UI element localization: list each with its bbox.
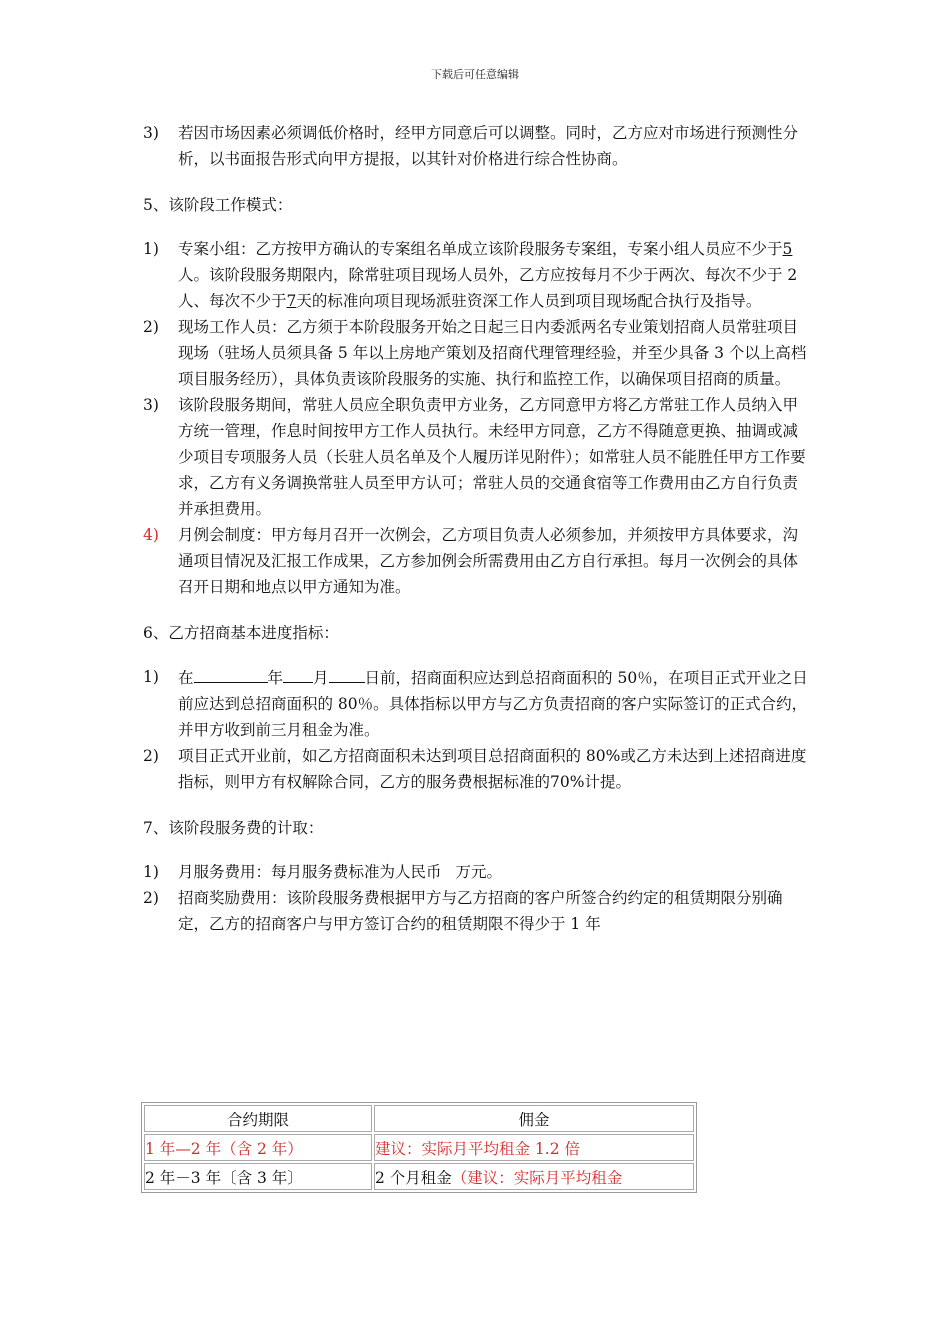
header-term: 合约期限: [144, 1105, 372, 1132]
table-header-row: [144, 1105, 694, 1132]
item-number: 1): [143, 863, 159, 881]
item-number: 3): [143, 396, 159, 414]
item-number: 1): [143, 668, 159, 686]
item-text: 在 年 月 日前，招商面积应达到总招商面积的 50％，在项目正式开业之日前应达到总招商面积的 80％。具体指标以甲方与乙方负责招商的客户实际签订的正式合约，并甲方收到前三月租金为准。: [178, 664, 813, 743]
list-item: [143, 120, 813, 172]
year-blank: [194, 664, 268, 683]
day-blank: [329, 664, 365, 683]
header-fee: 佣金: [374, 1105, 694, 1132]
item-number: 1): [143, 240, 159, 258]
item-number: 2): [143, 747, 159, 765]
list-item: [143, 885, 813, 937]
list-item: [143, 522, 813, 600]
item-number: 2): [143, 318, 159, 336]
list-item: [143, 743, 813, 795]
month-blank: [283, 664, 313, 683]
item-text: 招商奖励费用：该阶段服务费根据甲方与乙方招商的客户所签合约约定的租赁期限分别确定，乙方的招商客户与甲方签订合约的租赁期限不得少于 1 年: [178, 889, 783, 933]
item-text: 月服务费用：每月服务费标准为人民币 万元。: [178, 863, 503, 881]
list-item: [143, 314, 813, 392]
table-cell: 2 个月租金（建议：实际月平均租金: [374, 1163, 694, 1190]
table-row: [144, 1134, 694, 1161]
list-item: [143, 236, 813, 314]
table-row: [144, 1163, 694, 1190]
table-cell: 建议：实际月平均租金 1.2 倍: [374, 1134, 694, 1161]
item-number: 2): [143, 889, 159, 907]
section-title-7: 7、该阶段服务费的计取：: [143, 819, 324, 837]
table-cell: 1 年—2 年（含 2 年）: [144, 1134, 372, 1161]
item-text: 该阶段服务期间，常驻人员应全职负责甲方业务，乙方同意甲方将乙方常驻工作人员纳入甲方统一管理，作息时间按甲方工作人员执行。未经甲方同意，乙方不得随意更换、抽调或减少项目专项服务人员（长驻人员名单及个人履历详见附件）；如常驻人员不能胜任甲方工作要求，乙方有义务调换常驻人员至甲方认可；常驻人员的交通食宿等工作费用由乙方自行负责并承担费用。: [178, 396, 806, 518]
item-text: 专案小组：乙方按甲方确认的专案组名单成立该阶段服务专案组，专案小组人员应不少于5人。该阶段服务期限内，除常驻项目现场人员外，乙方应按每月不少于两次、每次不少于 2 人、每次不少于7天的标准向项目现场派驻资深工作人员到项目现场配合执行及指导。: [178, 240, 798, 310]
item-text: 现场工作人员：乙方须于本阶段服务开始之日起三日内委派两名专业策划招商人员常驻项目现场（驻场人员须具备 5 年以上房地产策划及招商代理管理经验，并至少具备 3 个以上高档项目服务经历），具体负责该阶段服务的实施、执行和监控工作，以确保项目招商的质量。: [178, 318, 807, 388]
section-title-5: 5、该阶段工作模式：: [143, 196, 293, 214]
list-item: [143, 664, 813, 743]
section-title-6: 6、乙方招商基本进度指标：: [143, 624, 339, 642]
item-number: 4): [143, 526, 159, 544]
table-cell: 2 年－3 年〔含 3 年〕: [144, 1163, 372, 1190]
item-number: 3): [143, 124, 159, 142]
page-header: 下载后可任意编辑: [431, 68, 519, 81]
item-text: 项目正式开业前，如乙方招商面积未达到项目总招商面积的 80%或乙方未达到上述招商进度指标，则甲方有权解除合同，乙方的服务费根据标准的70%计提。: [178, 747, 807, 791]
list-item: [143, 392, 813, 522]
commission-table: [141, 1102, 697, 1193]
underlined-number: 5: [782, 240, 793, 258]
item-text: 月例会制度：甲方每月召开一次例会，乙方项目负责人必须参加，并须按甲方具体要求，沟通项目情况及汇报工作成果，乙方参加例会所需费用由乙方自行承担。每月一次例会的具体召开日期和地点以甲方通知为准。: [178, 526, 799, 596]
underlined-number: 7: [286, 292, 297, 310]
item-text: 若因市场因素必须调低价格时，经甲方同意后可以调整。同时，乙方应对市场进行预测性分析，以书面报告形式向甲方提报，以其针对价格进行综合性协商。: [178, 124, 799, 168]
list-item: [143, 859, 813, 885]
document-body: [143, 120, 813, 937]
